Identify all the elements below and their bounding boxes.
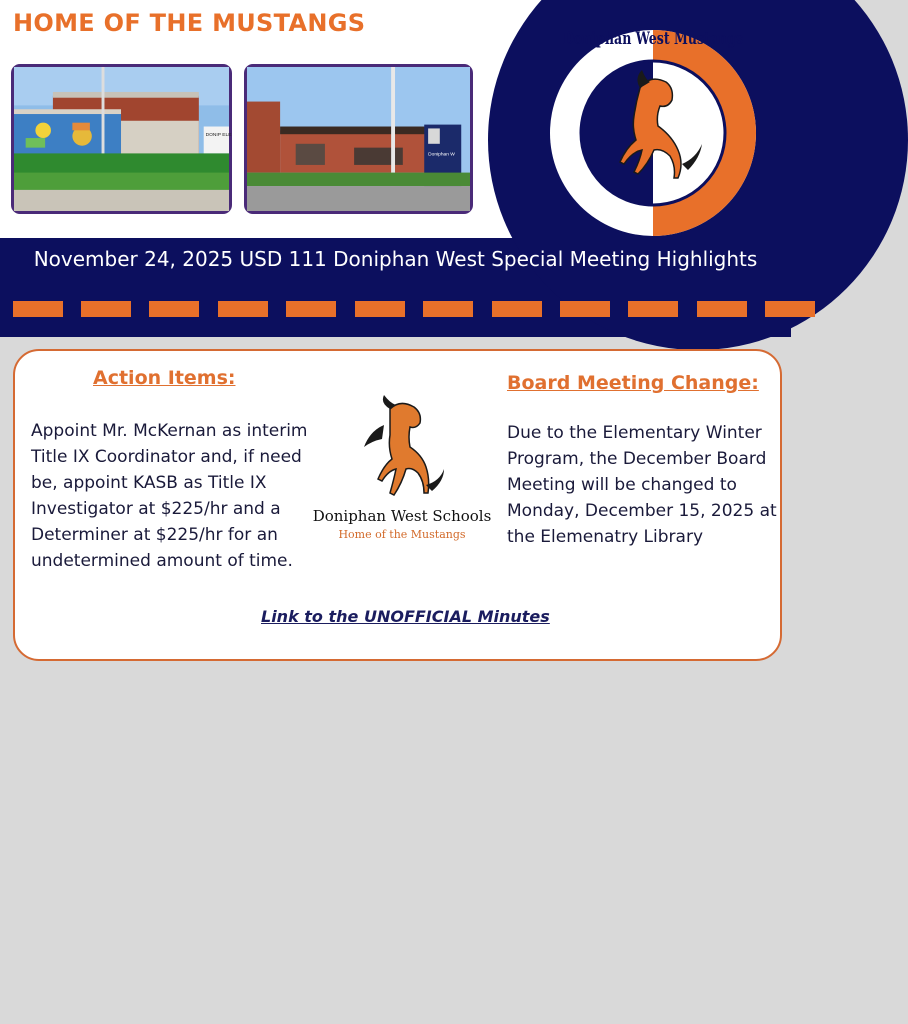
mustangs-logo xyxy=(548,28,758,238)
dash xyxy=(218,301,268,317)
elementary-school-photo xyxy=(11,64,232,214)
dash xyxy=(492,301,542,317)
dash xyxy=(149,301,199,317)
action-items-heading: Action Items: xyxy=(93,367,236,389)
school-tagline: Home of the Mustangs xyxy=(338,528,466,541)
action-items-text: Appoint Mr. McKernan as interim Title IX Coordinator and, if need be, appoint KASB as Title IX Investigator at $225/hr and a Determiner at $225/hr for an undetermined amount of time. xyxy=(31,421,308,571)
unofficial-minutes-link[interactable]: Link to the UNOFFICIAL Minutes xyxy=(261,607,550,626)
dash xyxy=(286,301,336,317)
svg-text:DONIP ELE: DONIP ELE xyxy=(205,133,232,139)
school-name: Doniphan West Schools xyxy=(312,507,492,525)
dash xyxy=(81,301,131,317)
dash xyxy=(355,301,405,317)
svg-text:Doniphan W: Doniphan W xyxy=(428,152,455,158)
board-change-heading: Board Meeting Change: xyxy=(507,372,759,394)
high-school-image xyxy=(247,67,470,211)
dash xyxy=(423,301,473,317)
logo-ring-text: Doniphan West Mustangs xyxy=(563,29,743,49)
high-school-photo xyxy=(244,64,473,214)
dash-divider xyxy=(13,301,803,317)
dash xyxy=(628,301,678,317)
meeting-title: November 24, 2025 USD 111 Doniphan West Special Meeting Highlights xyxy=(33,247,758,271)
dash xyxy=(13,301,63,317)
dash xyxy=(560,301,610,317)
headline: HOME OF THE MUSTANGS xyxy=(13,9,366,37)
header-banner xyxy=(0,0,791,337)
dash xyxy=(765,301,815,317)
highlights-card xyxy=(13,349,782,661)
board-change-text: Due to the Elementary Winter Program, the December Board Meeting will be changed to Monday, December 15, 2025 at the Elemenatry Library xyxy=(507,423,777,547)
mustang-icon xyxy=(350,395,450,505)
elementary-school-image xyxy=(14,67,232,211)
dash xyxy=(697,301,747,317)
